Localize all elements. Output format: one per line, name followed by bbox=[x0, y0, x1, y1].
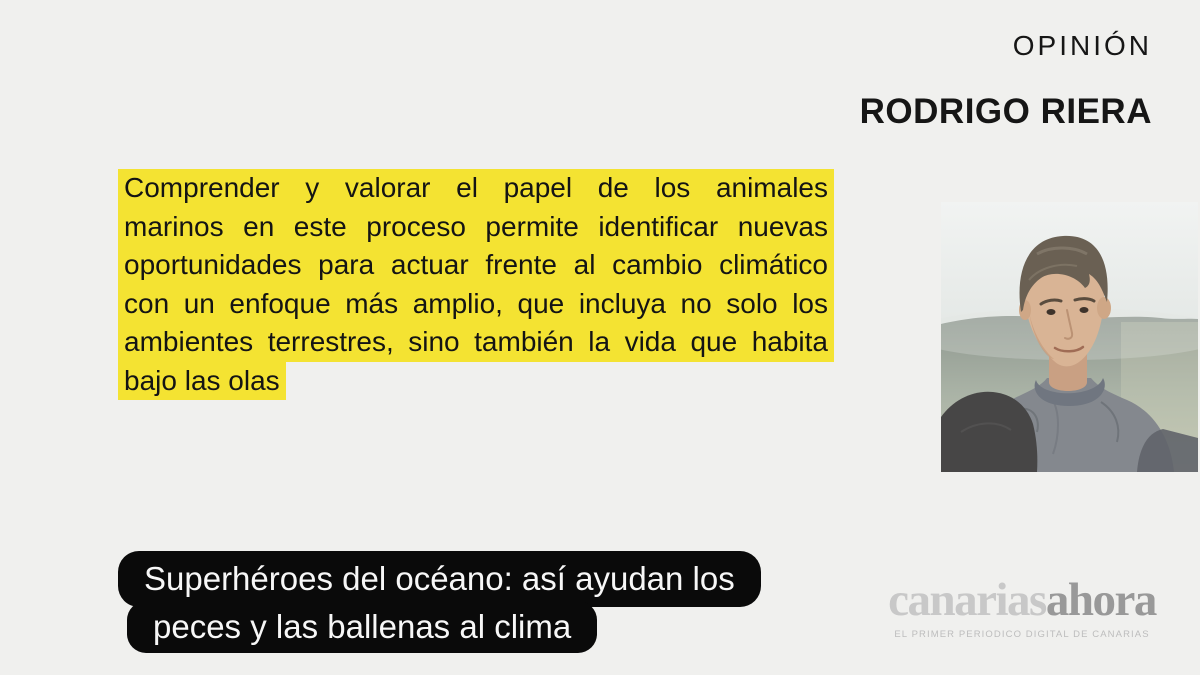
section-label: OPINIÓN bbox=[1012, 30, 1152, 61]
logo-tagline: EL PRIMER PERIODICO DIGITAL DE CANARIAS bbox=[894, 629, 1150, 640]
logo-wordmark bbox=[872, 574, 1172, 626]
headline-line-2: peces y las ballenas al clima bbox=[127, 601, 597, 653]
brand-logo bbox=[872, 574, 1172, 640]
headline-line-1: Superhéroes del océano: así ayudan los bbox=[118, 551, 761, 607]
quote-line: con un enfoque más amplio, que incluya no solo los bbox=[118, 285, 834, 324]
pull-quote bbox=[118, 169, 834, 400]
quote-line-last: bajo las olas bbox=[118, 362, 286, 401]
quote-line: marinos en este proceso permite identificar nuevas bbox=[118, 208, 834, 247]
quote-line: ambientes terrestres, sino también la vida que habita bbox=[118, 323, 834, 362]
portrait-illustration bbox=[941, 202, 1198, 472]
author-photo bbox=[941, 202, 1198, 472]
logo-canarias: canarias bbox=[888, 574, 1046, 626]
quote-line: Comprender y valorar el papel de los animales bbox=[118, 169, 834, 208]
quote-line: oportunidades para actuar frente al cambio climático bbox=[118, 246, 834, 285]
author-name: RODRIGO RIERA bbox=[859, 92, 1152, 131]
headline-box bbox=[118, 551, 761, 653]
logo-ahora: ahora bbox=[1045, 574, 1156, 626]
